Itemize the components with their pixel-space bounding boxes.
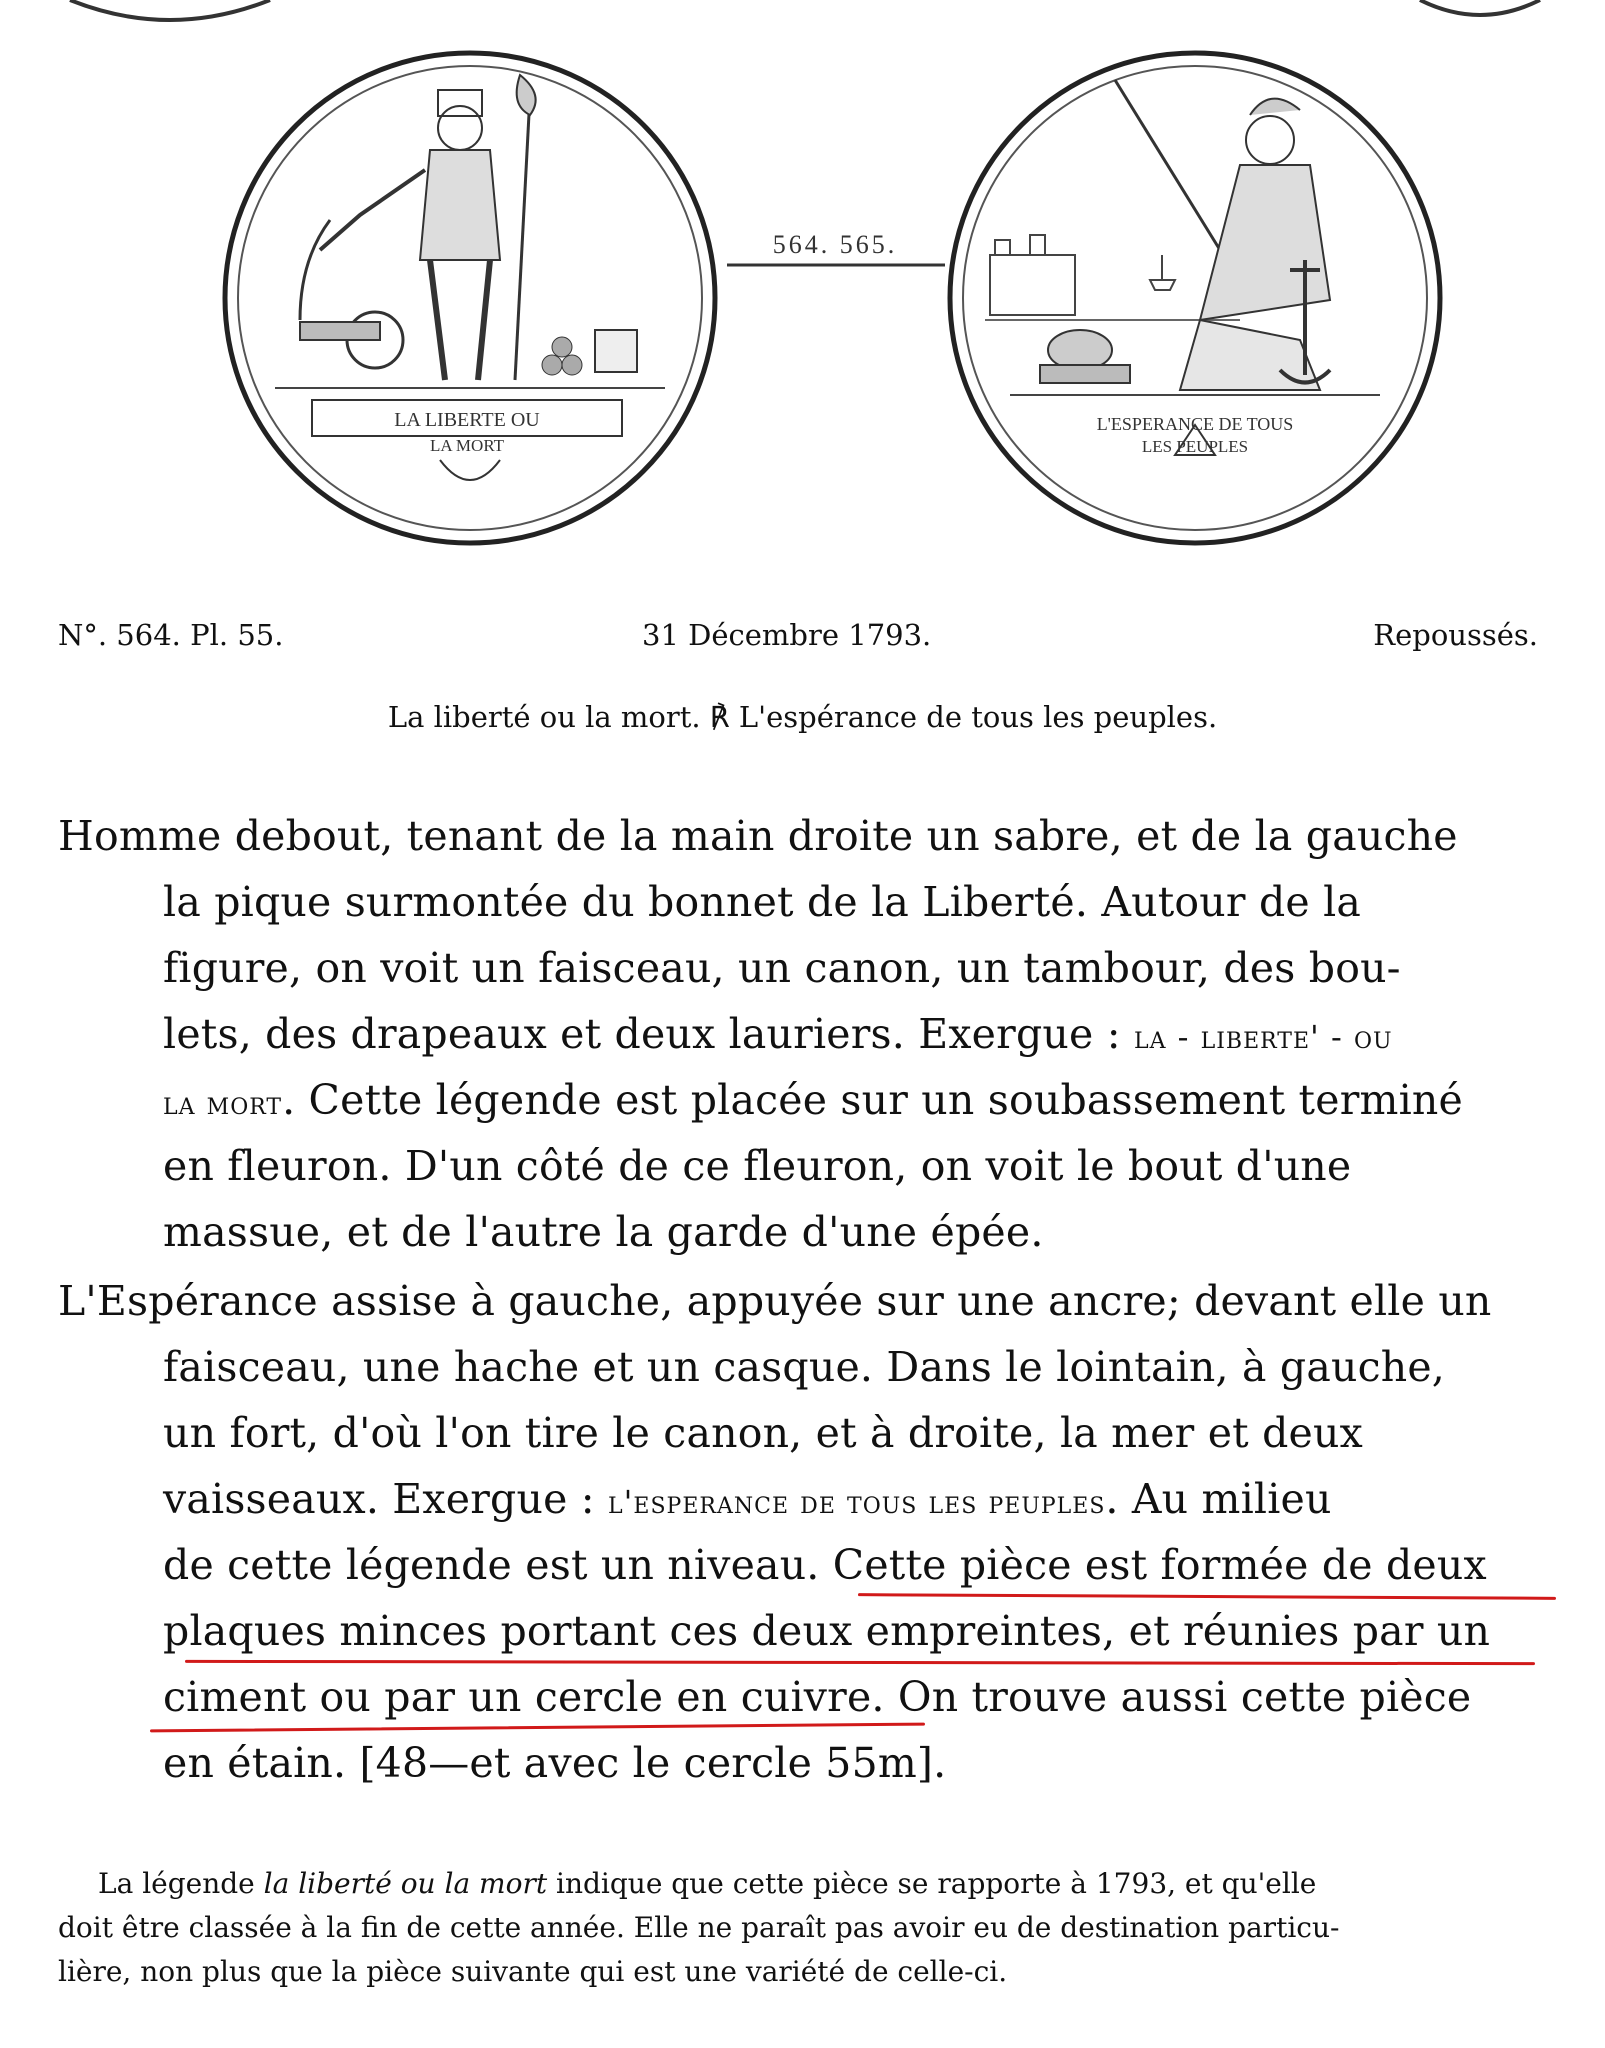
medal-reverse [950,53,1440,543]
text-line: massue, et de l'autre la garde d'une épée. [163,1208,1044,1256]
liberty-cap [517,75,536,115]
ship [1150,255,1175,290]
exergue-text: la - liberte' - ou [1133,1018,1393,1056]
legend-line-2: LES PEUPLES [1141,437,1249,456]
text-line: ciment ou par un cercle en cuivre. On trouve aussi cette pièce [163,1673,1472,1721]
medal-numbers: 564. 565. [772,230,898,259]
legend-line-1: LA LIBERTE OU [394,409,540,431]
catalog-number: N°. 564. Pl. 55. [58,618,284,652]
exergue-text: la mort [163,1084,283,1122]
medal-obverse [225,53,715,543]
footnote-line: lière, non plus que la pièce suivante qui est une variété de celle-ci. [58,1955,1008,1988]
fort [990,255,1075,315]
text-line: figure, on voit un faisceau, un canon, un tambour, des bou- [163,944,1401,992]
medal-illustration [0,0,1605,560]
text-line: faisceau, une hache et un casque. Dans le lointain, à gauche, [163,1343,1446,1391]
caption-row [58,618,1538,662]
partial-medal-top-right [1420,0,1540,15]
text-line: un fort, d'où l'on tire le canon, et à droite, la mer et deux [163,1409,1363,1457]
italic-phrase: la liberté ou la mort [263,1867,548,1900]
footnote-line: doit être classée à la fin de cette année. Elle ne paraît pas avoir eu de destination particu- [58,1911,1340,1944]
technique: Repoussés. [1373,618,1538,652]
text-segment: . Cette légende est placée sur un soubassement terminé [282,1076,1463,1124]
text-line: en étain. [48—et avec le cercle 55m]. [163,1739,947,1787]
legend-line-1: L'ESPERANCE DE TOUS [1096,414,1294,434]
cannon [300,322,380,340]
text-line: L'Espérance assise à gauche, appuyée sur une ancre; devant elle un [58,1277,1492,1325]
faisceau [1040,365,1130,383]
text-line [163,1067,1463,1136]
legend-line-2: LA MORT [429,436,505,455]
date: 31 Décembre 1793. [642,618,932,652]
exergue-text: l'esperance de tous les peuples [608,1483,1106,1521]
helmet [1250,99,1300,115]
text-line: la pique surmontée du bonnet de la Liberté. Autour de la [163,878,1362,926]
text-line [163,1466,1332,1535]
text-line: de cette légende est un niveau. Cette pièce est formée de deux [163,1541,1487,1589]
text-segment: . Au milieu [1105,1475,1332,1523]
text-line: plaques minces portant ces deux empreintes, et réunies par un [163,1607,1491,1655]
sabre [300,220,330,320]
pike [515,95,530,380]
footnote-line [98,1862,1316,1906]
partial-medal-top-left [70,0,270,20]
text-segment: vaisseaux. Exergue : [163,1475,609,1523]
text-segment: lets, des drapeaux et deux lauriers. Exergue : [163,1010,1134,1058]
text-line: en fleuron. D'un côté de ce fleuron, on voit le bout d'une [163,1142,1352,1190]
drum [595,330,637,372]
fleuron [440,460,500,480]
medal-title: La liberté ou la mort. ℟ L'espérance de tous les peuples. [387,700,1218,734]
text-segment: La légende [98,1867,264,1900]
text-line [163,1001,1393,1070]
text-line: Homme debout, tenant de la main droite un sabre, et de la gauche [58,812,1458,860]
text-segment: indique que cette pièce se rapporte à 1793, et qu'elle [547,1867,1317,1900]
